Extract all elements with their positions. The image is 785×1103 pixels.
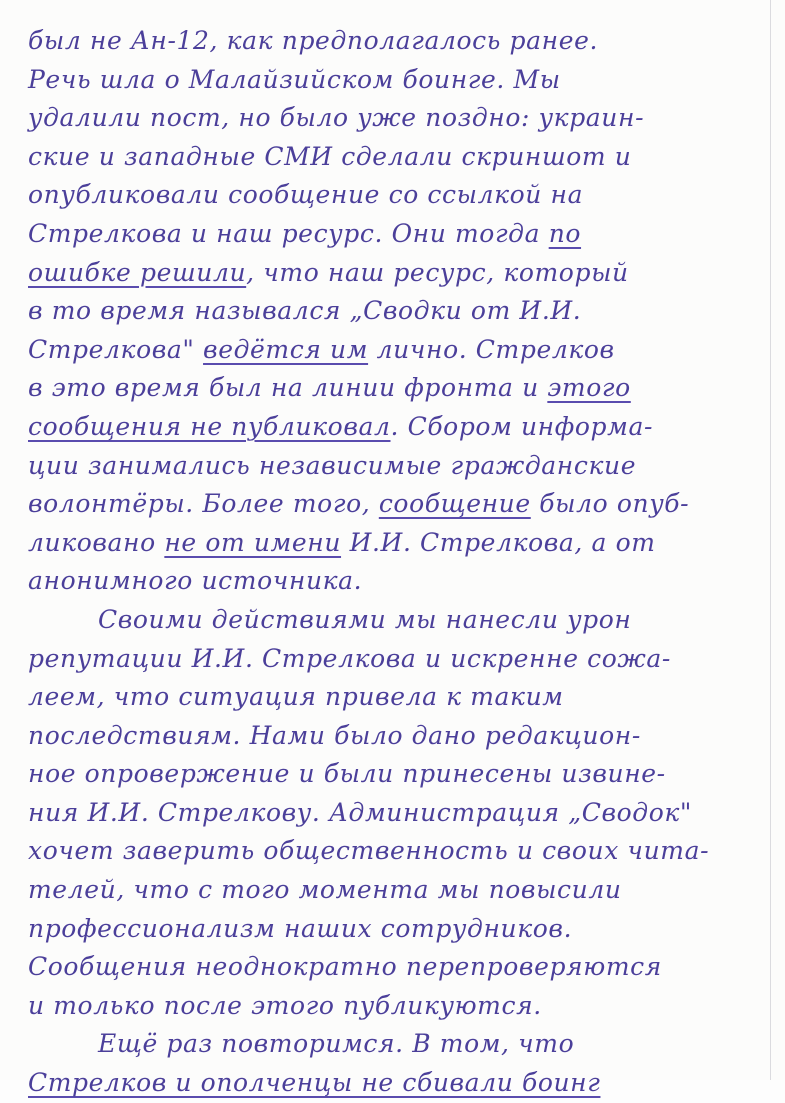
line-text: волонтёры. Более того, bbox=[28, 489, 379, 519]
line-text: опубликовали сообщение со ссылкой на bbox=[28, 180, 584, 210]
page-edge-line bbox=[770, 0, 771, 1080]
line-text: в то время назывался „Сводки от И.И. bbox=[28, 296, 582, 326]
text-line bbox=[28, 948, 768, 987]
underlined-text: сообщение bbox=[378, 489, 531, 519]
text-line bbox=[28, 254, 768, 293]
text-line bbox=[28, 601, 768, 640]
text-line bbox=[28, 22, 768, 61]
underlined-text: ошибке решили bbox=[28, 257, 247, 287]
underlined-text: ведётся им bbox=[203, 334, 369, 364]
line-text: Стрелкова" bbox=[28, 334, 204, 364]
text-line bbox=[28, 1064, 768, 1103]
text-line bbox=[28, 447, 768, 486]
line-text: телей, что с того момента мы повысили bbox=[28, 875, 622, 905]
line-text: ции занимались независимые гражданские bbox=[28, 450, 637, 480]
line-text: Ещё раз повторимся. В том, что bbox=[98, 1029, 575, 1059]
text-line bbox=[28, 485, 768, 524]
text-line bbox=[28, 524, 768, 563]
text-line bbox=[28, 99, 768, 138]
text-line bbox=[28, 987, 768, 1026]
line-text: ликовано bbox=[28, 527, 165, 557]
handwritten-text-body bbox=[28, 22, 768, 1103]
underlined-text: сообщения не публиковал bbox=[28, 411, 391, 441]
line-text: ния И.И. Стрелкову. Администрация „Сводок" bbox=[28, 797, 693, 827]
line-text: последствиям. Нами было дано редакцион- bbox=[28, 720, 641, 750]
line-text: ное опровержение и были принесены извине- bbox=[28, 759, 666, 789]
text-line bbox=[28, 717, 768, 756]
line-text: хочет заверить общественность и своих чита- bbox=[28, 836, 710, 866]
text-line bbox=[28, 1025, 768, 1064]
line-text: Сообщения неоднократно перепроверяются bbox=[28, 952, 662, 982]
line-text-continued: было опуб- bbox=[530, 489, 690, 519]
text-line bbox=[28, 138, 768, 177]
text-line bbox=[28, 562, 768, 601]
text-line bbox=[28, 61, 768, 100]
line-text-continued: лично. Стрелков bbox=[368, 334, 615, 364]
line-text: леем, что ситуация привела к таким bbox=[28, 682, 564, 712]
text-line bbox=[28, 176, 768, 215]
line-text: Своими действиями мы нанесли урон bbox=[98, 604, 632, 634]
text-line bbox=[28, 832, 768, 871]
line-text-continued: , что наш ресурс, который bbox=[246, 257, 629, 287]
text-line bbox=[28, 215, 768, 254]
line-text: профессионализм наших сотрудников. bbox=[28, 913, 573, 943]
text-line bbox=[28, 331, 768, 370]
line-text: Стрелков и ополченцы не сбивали боинг bbox=[28, 1068, 601, 1098]
underlined-text: этого bbox=[547, 373, 631, 403]
underlined-text: по bbox=[548, 218, 582, 248]
line-text: в это время был на линии фронта и bbox=[28, 373, 548, 403]
text-line bbox=[28, 755, 768, 794]
line-text: репутации И.И. Стрелкова и искренне сожа- bbox=[28, 643, 671, 673]
text-line bbox=[28, 292, 768, 331]
text-line bbox=[28, 408, 768, 447]
text-line bbox=[28, 871, 768, 910]
line-text: анонимного источника. bbox=[28, 566, 363, 596]
line-text: ские и западные СМИ сделали скриншот и bbox=[28, 141, 632, 171]
underlined-text: не от имени bbox=[164, 527, 342, 557]
line-text: Речь шла о Малайзийском боинге. Мы bbox=[28, 64, 561, 94]
line-text: и только после этого публикуются. bbox=[28, 990, 542, 1020]
text-line bbox=[28, 794, 768, 833]
text-line bbox=[28, 910, 768, 949]
line-text: удалили пост, но было уже поздно: украин- bbox=[28, 103, 645, 133]
line-text-continued: И.И. Стрелкова, а от bbox=[341, 527, 656, 557]
text-line bbox=[28, 369, 768, 408]
text-line bbox=[28, 640, 768, 679]
line-text: был не Ан-12, как предполагалось ранее. bbox=[28, 26, 599, 55]
text-line bbox=[28, 678, 768, 717]
line-text-continued: . Сбором информа- bbox=[390, 411, 654, 441]
line-text: Стрелкова и наш ресурс. Они тогда bbox=[28, 218, 549, 248]
